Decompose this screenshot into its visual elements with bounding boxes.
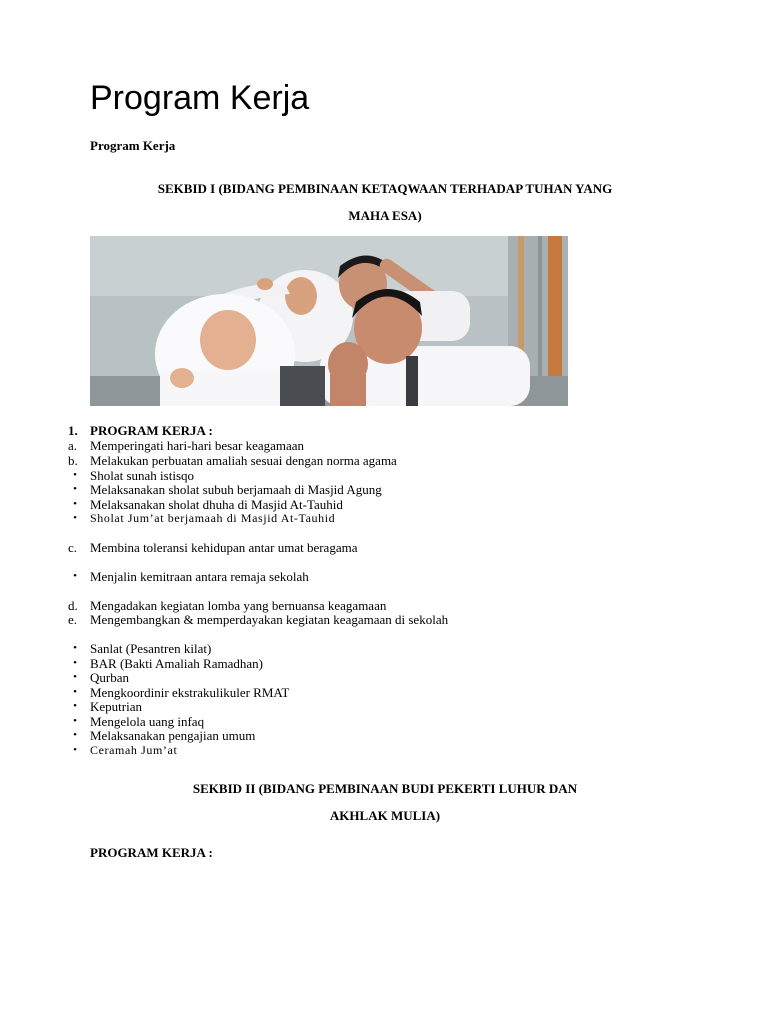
bullet-icon: •	[73, 744, 77, 756]
bullet-item-text: Menjalin kemitraan antara remaja sekolah	[90, 569, 309, 584]
bullet-item-text: Melaksanakan sholat dhuha di Masjid At-Tauhid	[90, 497, 343, 512]
bullet-icon: •	[73, 469, 77, 481]
list-marker: e.	[68, 612, 78, 627]
list-item-text: Melakukan perbuatan amaliah sesuai dengan norma agama	[90, 453, 397, 468]
bullet-icon: •	[73, 700, 77, 712]
bullet-item-text: Mengelola uang infaq	[90, 714, 205, 729]
list-item-text: Mengembangkan & memperdayakan kegiatan keagamaan di sekolah	[90, 612, 449, 627]
bullet-icon: •	[73, 642, 77, 654]
list-marker: b.	[68, 453, 78, 468]
group-photo	[90, 236, 568, 406]
section2-program-heading: PROGRAM KERJA :	[90, 845, 213, 860]
list-item-text: Membina toleransi kehidupan antar umat beragama	[90, 540, 358, 555]
bullet-icon: •	[73, 570, 77, 582]
bullet-icon: •	[73, 483, 77, 495]
bullet-icon: •	[73, 729, 77, 741]
bullet-item-text: BAR (Bakti Amaliah Ramadhan)	[90, 656, 263, 671]
bullet-item-text: Qurban	[90, 670, 129, 685]
bullet-item-text: Sholat sunah istisqo	[90, 468, 195, 483]
program-heading: PROGRAM KERJA :	[90, 423, 213, 438]
bullet-icon: •	[73, 715, 77, 727]
bullet-item-text: Sholat Jum’at berjamaah di Masjid At-Tauhid	[90, 511, 336, 525]
bullet-item-text: Mengkoordinir ekstrakulikuler RMAT	[90, 685, 290, 700]
section2-title-line1: SEKBID II (BIDANG PEMBINAAN BUDI PEKERTI LUHUR DAN	[192, 781, 578, 796]
section1-title	[90, 175, 680, 229]
page-heading: Program Kerja	[90, 79, 310, 117]
list-marker: d.	[68, 598, 78, 613]
list-item-text: Mengadakan kegiatan lomba yang bernuansa keagamaan	[90, 598, 387, 613]
bullet-item-text: Melaksanakan sholat subuh berjamaah di Masjid Agung	[90, 482, 382, 497]
section1-title-line1: SEKBID I (BIDANG PEMBINAAN KETAQWAAN TERHADAP TUHAN YANG	[157, 181, 613, 196]
bullet-item-text: Ceramah Jum’at	[90, 743, 178, 757]
bullet-icon: •	[73, 686, 77, 698]
bullet-icon: •	[73, 671, 77, 683]
bullet-item-text: Sanlat (Pesantren kilat)	[90, 641, 212, 656]
group-photo-image	[90, 236, 568, 406]
bullet-item-text: Melaksanakan pengajian umum	[90, 728, 256, 743]
list-marker: c.	[68, 540, 78, 555]
section2-title	[90, 775, 680, 829]
list-item-text: Memperingati hari-hari besar keagamaan	[90, 438, 305, 453]
bullet-icon: •	[73, 657, 77, 669]
list-marker: 1.	[68, 423, 78, 438]
document-subtitle: Program Kerja	[90, 138, 176, 153]
section1-title-line2: MAHA ESA)	[348, 208, 422, 223]
section2-title-line2: AKHLAK MULIA)	[329, 808, 441, 823]
bullet-item-text: Keputrian	[90, 699, 142, 714]
bullet-icon: •	[73, 498, 77, 510]
bullet-icon: •	[73, 512, 77, 524]
list-marker: a.	[68, 438, 78, 453]
